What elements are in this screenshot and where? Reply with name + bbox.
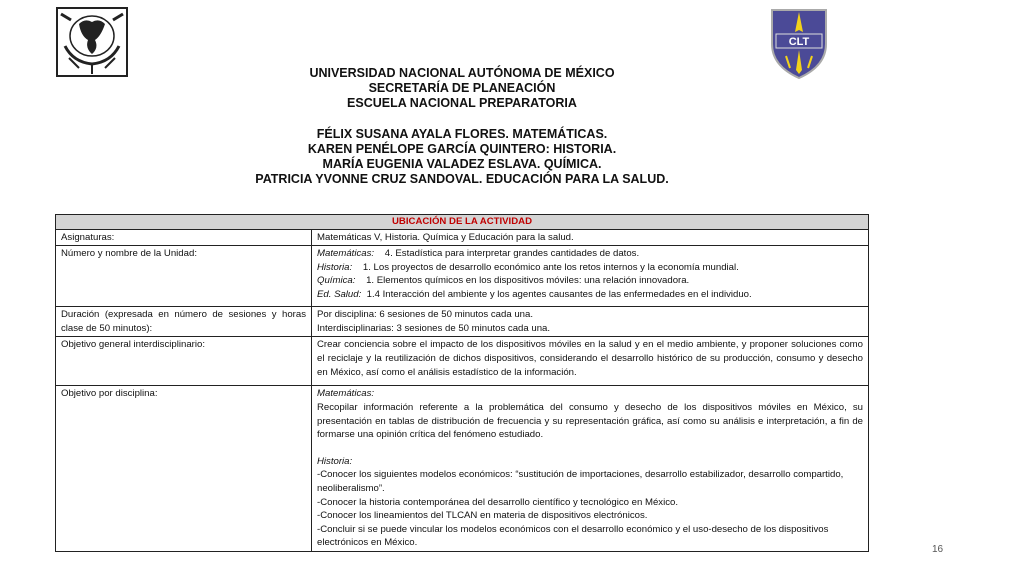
hist-item: -Conocer los siguientes modelos económicos: “sustitución de importaciones, desarrollo estabilizador, desarrollo compartido, neoliberalismo”. — [317, 469, 844, 494]
subject-text: 1. Elementos químicos en los dispositivos móviles: una relación innovadora. — [366, 275, 690, 287]
subject-label: Química: — [317, 275, 356, 287]
row-value: Matemáticas V, Historia. Química y Educación para la salud. — [312, 229, 869, 246]
unidad-item — [317, 274, 863, 288]
row-label: Número y nombre de la Unidad: — [56, 246, 312, 307]
row-label: Duración (expresada en número de sesiones y horas clase de 50 minutos): — [56, 307, 312, 337]
clt-logo-text: CLT — [788, 36, 810, 48]
duracion-value — [312, 307, 869, 337]
subject-label: Matemáticas: — [317, 248, 375, 260]
hist-item: -Conocer la historia contemporánea del desarrollo científico y tecnológico en México. — [317, 496, 679, 508]
activity-table — [55, 214, 869, 552]
unidad-item — [317, 261, 863, 275]
subject-text: 1. Los proyectos de desarrollo económico ante los retos internos y la economía mundial. — [362, 261, 739, 273]
author-line: KAREN PENÉLOPE GARCÍA QUINTERO: HISTORIA. — [307, 142, 617, 156]
unidad-item — [317, 247, 863, 261]
document-header — [0, 66, 924, 187]
hist-item: -Conocer los lineamientos del TLCAN en materia de dispositivos electrónicos. — [317, 510, 648, 522]
row-label: Asignaturas: — [56, 229, 312, 246]
unidad-list — [312, 246, 869, 307]
table-row — [56, 337, 869, 386]
mat-text: Recopilar información referente a la problemática del consumo y desecho de los dispositivos móviles en México, su presentación en tablas de distribución de frecuencia y su representación gráfica, así como su análisis e interpretación, a fin de formarse una opinión crítica del fenómeno estudiado. — [317, 401, 863, 441]
unidad-item — [317, 288, 863, 302]
table-title: UBICACIÓN DE LA ACTIVIDAD — [56, 215, 869, 230]
table-row — [56, 246, 869, 307]
author-line: FÉLIX SUSANA AYALA FLORES. MATEMÁTICAS. — [316, 127, 608, 141]
header-line: ESCUELA NACIONAL PREPARATORIA — [347, 96, 577, 110]
duracion-line: Por disciplina: 6 sesiones de 50 minutos cada una. — [317, 309, 533, 321]
subject-label: Historia: — [317, 261, 353, 273]
page-number: 16 — [932, 544, 944, 555]
duracion-line: Interdisciplinarias: 3 sesiones de 50 minutos cada una. — [317, 322, 551, 334]
table-row — [56, 229, 869, 246]
mat-heading: Matemáticas: — [317, 388, 375, 400]
row-label: Objetivo por disciplina: — [56, 386, 312, 552]
row-value: Crear conciencia sobre el impacto de los dispositivos móviles en la salud y en el medio ambiente, y proponer soluciones como el reciclaje y la reutilización de dichos dispositivos, considerando el desarrollo histórico de su producción, consumo y desecho en México, así como el análisis estadístico de la información. — [312, 337, 869, 386]
header-line: UNIVERSIDAD NACIONAL AUTÓNOMA DE MÉXICO — [309, 66, 615, 80]
subject-label: Ed. Salud: — [317, 288, 362, 300]
row-label: Objetivo general interdisciplinario: — [56, 337, 312, 386]
author-line: PATRICIA YVONNE CRUZ SANDOVAL. EDUCACIÓN PARA LA SALUD. — [255, 172, 669, 186]
header-line: SECRETARÍA DE PLANEACIÓN — [368, 81, 556, 95]
subject-text: 4. Estadística para interpretar grandes cantidades de datos. — [384, 248, 640, 260]
subject-text: 1.4 Interacción del ambiente y los agentes causantes de las enfermedades en el individuo. — [366, 288, 752, 300]
table-row — [56, 386, 869, 552]
hist-heading: Historia: — [317, 455, 353, 467]
author-line: MARÍA EUGENIA VALADEZ ESLAVA. QUÍMICA. — [322, 157, 602, 171]
objetivo-disciplina-value — [312, 386, 869, 552]
table-row — [56, 307, 869, 337]
hist-item: -Concluir si se puede vincular los modelos económicos con el desarrollo económico y el uso-desecho de los dispositivos electrónicos en México. — [317, 523, 829, 549]
